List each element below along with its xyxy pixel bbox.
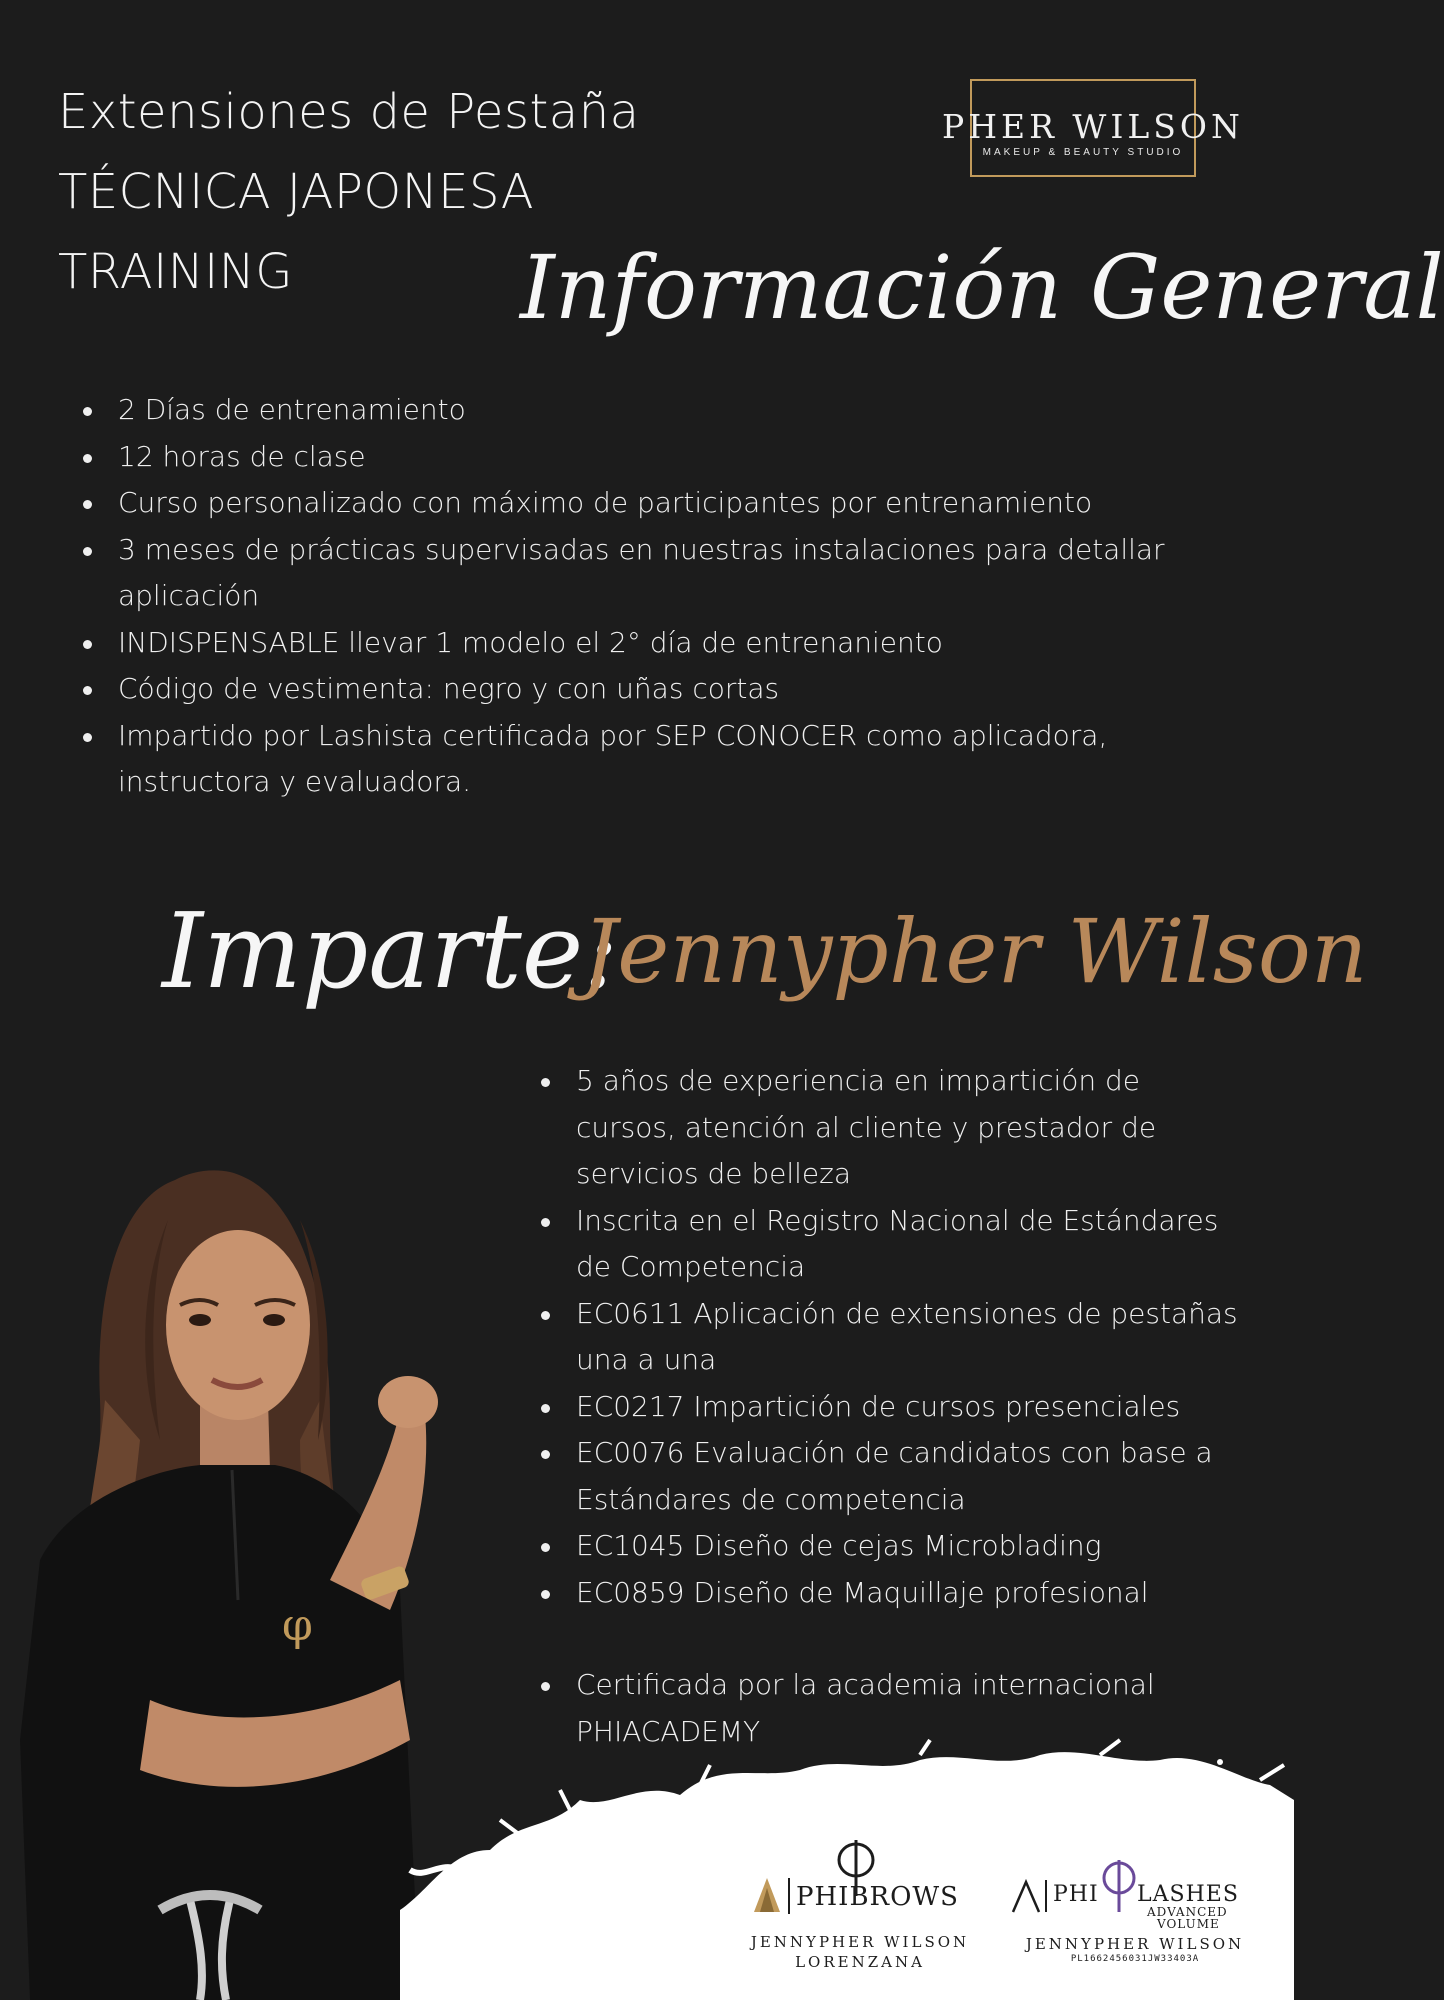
title-line-1: Extensiones de Pestaña <box>58 84 640 140</box>
list-item: EC0611 Aplicación de extensiones de pestañas una a una <box>538 1291 1248 1384</box>
general-info-heading: Información General <box>520 236 1444 339</box>
list-item: Código de vestimenta: negro y con uñas cortas <box>80 666 1220 713</box>
divider <box>1045 1880 1047 1912</box>
list-item: 5 años de experiencia en impartición de cursos, atención al cliente y prestador de servicios de belleza <box>538 1058 1248 1198</box>
philashes-brand-suffix: LASHES <box>1137 1882 1239 1907</box>
philashes-volume: VOLUME <box>1157 1917 1220 1931</box>
list-item: Inscrita en el Registro Nacional de Estándares de Competencia <box>538 1198 1248 1291</box>
list-item: Certificada por la academia internacional PHIACADEMY <box>538 1662 1248 1755</box>
instructor-credentials-list <box>538 1058 1248 1755</box>
general-info-list <box>80 387 1220 806</box>
list-item: Impartido por Lashista certificada por SEP CONOCER como aplicadora, instructora y evaluadora. <box>80 713 1220 806</box>
list-item: EC0217 Impartición de cursos presenciales <box>538 1384 1248 1431</box>
philashes-advanced: ADVANCED <box>1147 1905 1228 1919</box>
studio-logo <box>942 79 1244 177</box>
philashes-certificate-code: PL1662456031JW33403A <box>1070 1954 1200 1964</box>
list-item: Curso personalizado con máximo de participantes por entrenamiento <box>80 480 1220 527</box>
list-item: 3 meses de prácticas supervisadas en nuestras instalaciones para detallar aplicación <box>80 527 1220 620</box>
list-item: EC0076 Evaluación de candidatos con base a Estándares de competencia <box>538 1430 1248 1523</box>
title-line-3: TRAINING <box>58 244 293 300</box>
purple-phi-icon <box>1099 1858 1139 1912</box>
phi-emblem-icon: φ <box>282 1600 313 1651</box>
list-item: EC1045 Diseño de cejas Microblading <box>538 1523 1248 1570</box>
logo-name: PHER WILSON <box>942 107 1244 146</box>
phibrows-brand: PHIBROWS <box>796 1882 959 1912</box>
list-item: 12 horas de clase <box>80 434 1220 481</box>
list-item: INDISPENSABLE llevar 1 modelo el 2° día de entrenaniento <box>80 620 1220 667</box>
philashes-owner: JENNYPHER WILSON <box>1025 1935 1245 1953</box>
phibrows-owner-line-2: LORENZANA <box>795 1953 925 1971</box>
instructor-name: Jennypher Wilson <box>582 900 1368 1003</box>
instructor-label: Imparte: <box>162 890 619 1012</box>
logo-subtitle: MAKEUP & BEAUTY STUDIO <box>982 147 1184 158</box>
list-item: EC0859 Diseño de Maquillaje profesional <box>538 1570 1248 1617</box>
gold-triangle-icon <box>752 1876 782 1914</box>
triangle-outline-icon <box>1009 1878 1043 1914</box>
title-line-2: TÉCNICA JAPONESA <box>58 164 535 220</box>
divider <box>788 1878 790 1914</box>
philashes-badge <box>1005 1862 1265 1982</box>
philashes-brand-prefix: PHI <box>1053 1882 1099 1907</box>
list-item: 2 Días de entrenamiento <box>80 387 1220 434</box>
phibrows-badge <box>730 1838 990 1978</box>
phibrows-owner-line-1: JENNYPHER WILSON <box>750 1933 970 1951</box>
